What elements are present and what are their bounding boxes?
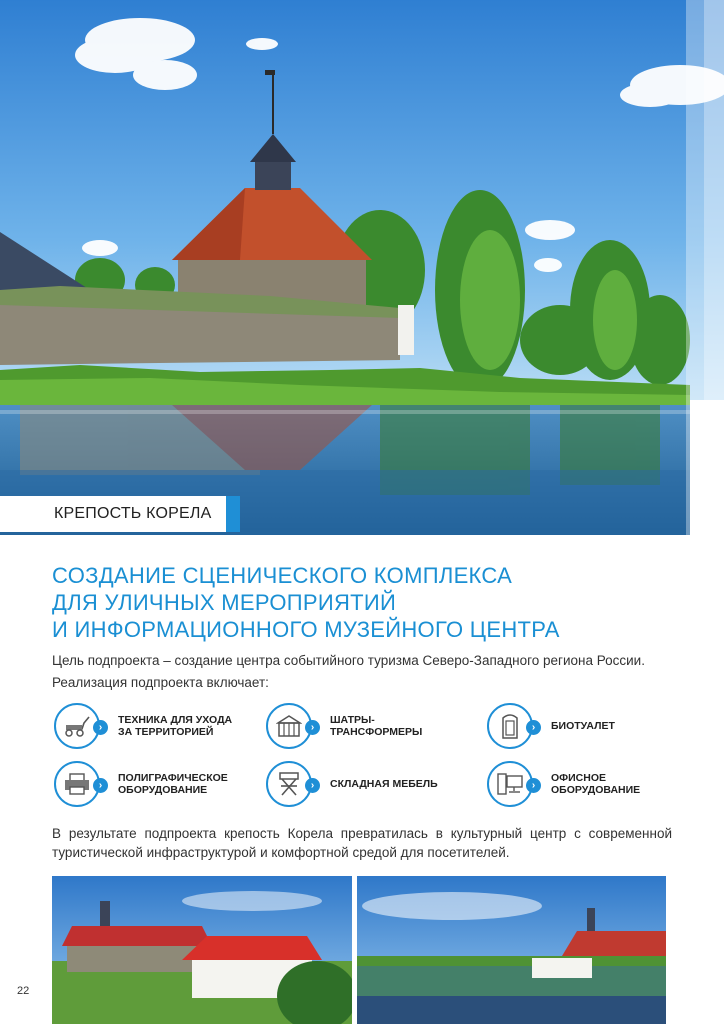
decorative-strips <box>686 0 724 535</box>
item-label: ПОЛИГРАФИЧЕСКОЕ ОБОРУДОВАНИЕ <box>118 772 228 796</box>
item-label: СКЛАДНАЯ МЕБЕЛЬ <box>330 778 438 790</box>
item-label: БИОТУАЛЕТ <box>551 720 615 732</box>
arrow-right-icon: › <box>93 778 108 793</box>
title-line: И ИНФОРМАЦИОННОГО МУЗЕЙНОГО ЦЕНТРА <box>52 617 560 642</box>
title-line: ДЛЯ УЛИЧНЫХ МЕРОПРИЯТИЙ <box>52 590 397 615</box>
item-furniture <box>266 761 460 807</box>
item-label: ТЕХНИКА ДЛЯ УХОДА ЗА ТЕРРИТОРИЕЙ <box>118 714 233 738</box>
conclusion-text: В результате подпроекта крепость Корела превратилась в культурный центр с современной туристической инфраструктурой и комфортной средой для посетителей. <box>52 826 672 860</box>
lawn-mower-icon <box>54 703 103 749</box>
item-toilet <box>487 703 681 749</box>
page-number: 22 <box>17 985 30 997</box>
arrow-right-icon: › <box>305 720 320 735</box>
computer-icon <box>487 761 536 807</box>
item-label: ШАТРЫ-ТРАНСФОРМЕРЫ <box>330 714 423 738</box>
item-lawn-equipment <box>54 703 248 749</box>
goal-text: Цель подпроекта – создание центра событийного туризма Северо-Западного региона России. <box>52 653 645 668</box>
arrow-right-icon: › <box>526 720 541 735</box>
caption-accent <box>226 496 240 532</box>
arrow-right-icon: › <box>305 778 320 793</box>
includes-text: Реализация подпроекта включает: <box>52 675 269 690</box>
item-label: ОФИСНОЕ ОБОРУДОВАНИЕ <box>551 772 641 796</box>
page-title <box>52 562 692 643</box>
printer-icon <box>54 761 103 807</box>
tent-icon <box>266 703 315 749</box>
item-tents <box>266 703 460 749</box>
arrow-right-icon: › <box>526 778 541 793</box>
item-office <box>487 761 681 807</box>
folding-chair-icon <box>266 761 315 807</box>
bottom-photos <box>52 876 666 1024</box>
toilet-cabin-icon <box>487 703 536 749</box>
title-line: СОЗДАНИЕ СЦЕНИЧЕСКОГО КОМПЛЕКСА <box>52 563 513 588</box>
item-printing <box>54 761 248 807</box>
arrow-right-icon: › <box>93 720 108 735</box>
photo-caption: КРЕПОСТЬ КОРЕЛА <box>54 505 212 522</box>
